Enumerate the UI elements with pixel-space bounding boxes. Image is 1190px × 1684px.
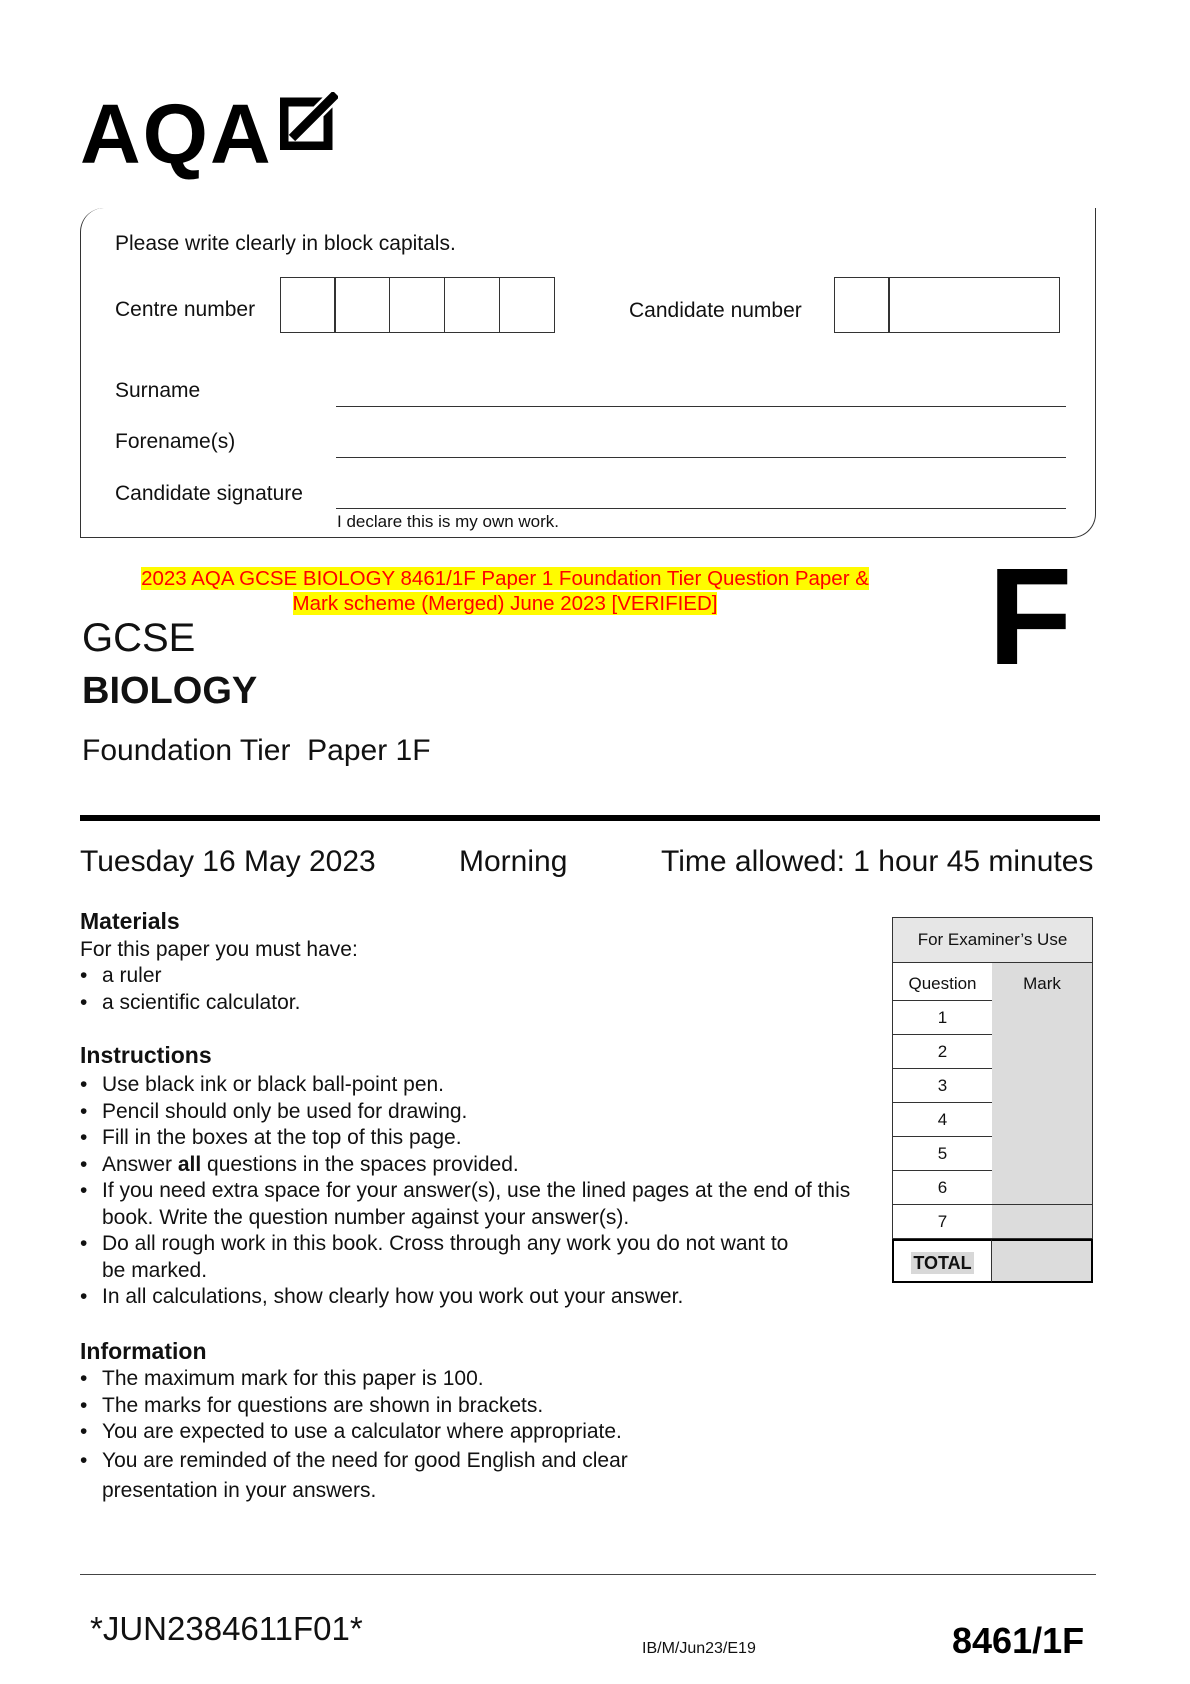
aqa-logo-text: AQA <box>80 87 273 181</box>
subject-title: BIOLOGY <box>82 670 258 712</box>
footer-divider <box>80 1574 1096 1575</box>
mark-cell[interactable] <box>992 1171 1093 1205</box>
instruction-item <box>80 1152 870 1179</box>
examiner-use-table <box>892 917 1093 1283</box>
question-number: 3 <box>892 1069 992 1103</box>
instruction-item: • Do all rough work in this book. Cross through any work you do not want to be marked. <box>80 1231 802 1284</box>
total-label: TOTAL <box>913 1253 972 1273</box>
mark-cell[interactable] <box>992 1137 1093 1171</box>
centre-digit-box[interactable] <box>280 277 336 333</box>
question-number: 1 <box>892 1001 992 1035</box>
surname-label: Surname <box>115 379 201 402</box>
centre-number-label: Centre number <box>115 298 256 321</box>
question-number: 6 <box>892 1171 992 1205</box>
instruction-item: • Pencil should only be used for drawing. <box>80 1099 870 1126</box>
materials-item: • a ruler <box>80 963 800 990</box>
total-mark-cell[interactable] <box>992 1239 1093 1283</box>
candidate-digit-box[interactable] <box>834 277 890 333</box>
question-column-header: Question <box>892 963 992 1001</box>
materials-intro: For this paper you must have: <box>80 938 358 961</box>
qualification-title: GCSE <box>82 616 196 660</box>
centre-digit-box[interactable] <box>334 277 390 333</box>
exam-date: Tuesday 16 May 2023 <box>80 845 376 878</box>
instruction-text: Answer <box>102 1152 178 1176</box>
block-capitals-instruction: Please write clearly in block capitals. <box>115 232 456 255</box>
barcode-text: *JUN2384611F01* <box>90 1610 363 1647</box>
time-allowed: Time allowed: 1 hour 45 minutes <box>661 845 1094 878</box>
question-number: 4 <box>892 1103 992 1137</box>
information-item: • You are reminded of the need for good English and clear presentation in your answers. <box>80 1446 662 1506</box>
information-section <box>80 1338 680 1506</box>
signature-field[interactable] <box>336 508 1066 509</box>
centre-number-boxes[interactable] <box>281 277 555 333</box>
mark-column-header: Mark <box>992 963 1093 1001</box>
centre-digit-box[interactable] <box>444 277 500 333</box>
aqa-tick-icon <box>280 92 338 150</box>
forenames-label: Forename(s) <box>115 430 236 453</box>
mark-cell[interactable] <box>992 1069 1093 1103</box>
instructions-section <box>80 1042 870 1311</box>
materials-item: • a scientific calculator. <box>80 990 800 1017</box>
mark-cell[interactable] <box>992 1205 1093 1239</box>
information-item: • The maximum mark for this paper is 100. <box>80 1366 680 1393</box>
mark-cell[interactable] <box>992 1001 1093 1035</box>
forenames-field[interactable] <box>336 457 1066 458</box>
centre-digit-box[interactable] <box>389 277 445 333</box>
surname-field[interactable] <box>336 406 1066 407</box>
instruction-item: • In all calculations, show clearly how you work out your answer. <box>80 1284 870 1311</box>
information-item: • The marks for questions are shown in brackets. <box>80 1393 680 1420</box>
exam-session: Morning <box>459 845 568 878</box>
mark-cell[interactable] <box>992 1103 1093 1137</box>
information-heading: Information <box>80 1338 207 1364</box>
materials-section <box>80 908 800 1016</box>
heading-divider <box>80 815 1100 821</box>
centre-digit-box[interactable] <box>499 277 555 333</box>
paper-code: 8461/1F <box>952 1620 1085 1661</box>
document-banner <box>95 566 915 616</box>
question-number: 5 <box>892 1137 992 1171</box>
document-reference: IB/M/Jun23/E19 <box>642 1640 756 1657</box>
total-label-cell <box>892 1239 992 1283</box>
instructions-heading: Instructions <box>80 1042 212 1068</box>
signature-label: Candidate signature <box>115 482 303 505</box>
instruction-emphasis: all <box>177 1152 202 1176</box>
examiner-table-title: For Examiner’s Use <box>892 917 1093 963</box>
instruction-text: questions in the spaces provided. <box>201 1152 519 1176</box>
banner-line-1: 2023 AQA GCSE BIOLOGY 8461/1F Paper 1 Foundation Tier Question Paper & <box>141 567 869 590</box>
information-item: • You are expected to use a calculator where appropriate. <box>80 1419 680 1446</box>
instruction-item: • Fill in the boxes at the top of this page. <box>80 1125 870 1152</box>
tier-paper-title: Foundation Tier Paper 1F <box>82 734 431 767</box>
mark-cell[interactable] <box>992 1035 1093 1069</box>
candidate-number-label: Candidate number <box>629 299 802 322</box>
question-number: 2 <box>892 1035 992 1069</box>
question-number: 7 <box>892 1205 992 1239</box>
instruction-item: • If you need extra space for your answer(s), use the lined pages at the end of this book. Write the question number against your answer(s). <box>80 1178 870 1231</box>
candidate-number-boxes[interactable] <box>835 277 1060 333</box>
tier-letter: F <box>988 540 1073 694</box>
instruction-item: • Use black ink or black ball-point pen. <box>80 1072 870 1099</box>
candidate-digit-box[interactable] <box>888 277 1060 333</box>
declaration-text: I declare this is my own work. <box>337 512 560 531</box>
materials-heading: Materials <box>80 908 180 934</box>
banner-line-2: Mark scheme (Merged) June 2023 [VERIFIED] <box>292 592 718 615</box>
